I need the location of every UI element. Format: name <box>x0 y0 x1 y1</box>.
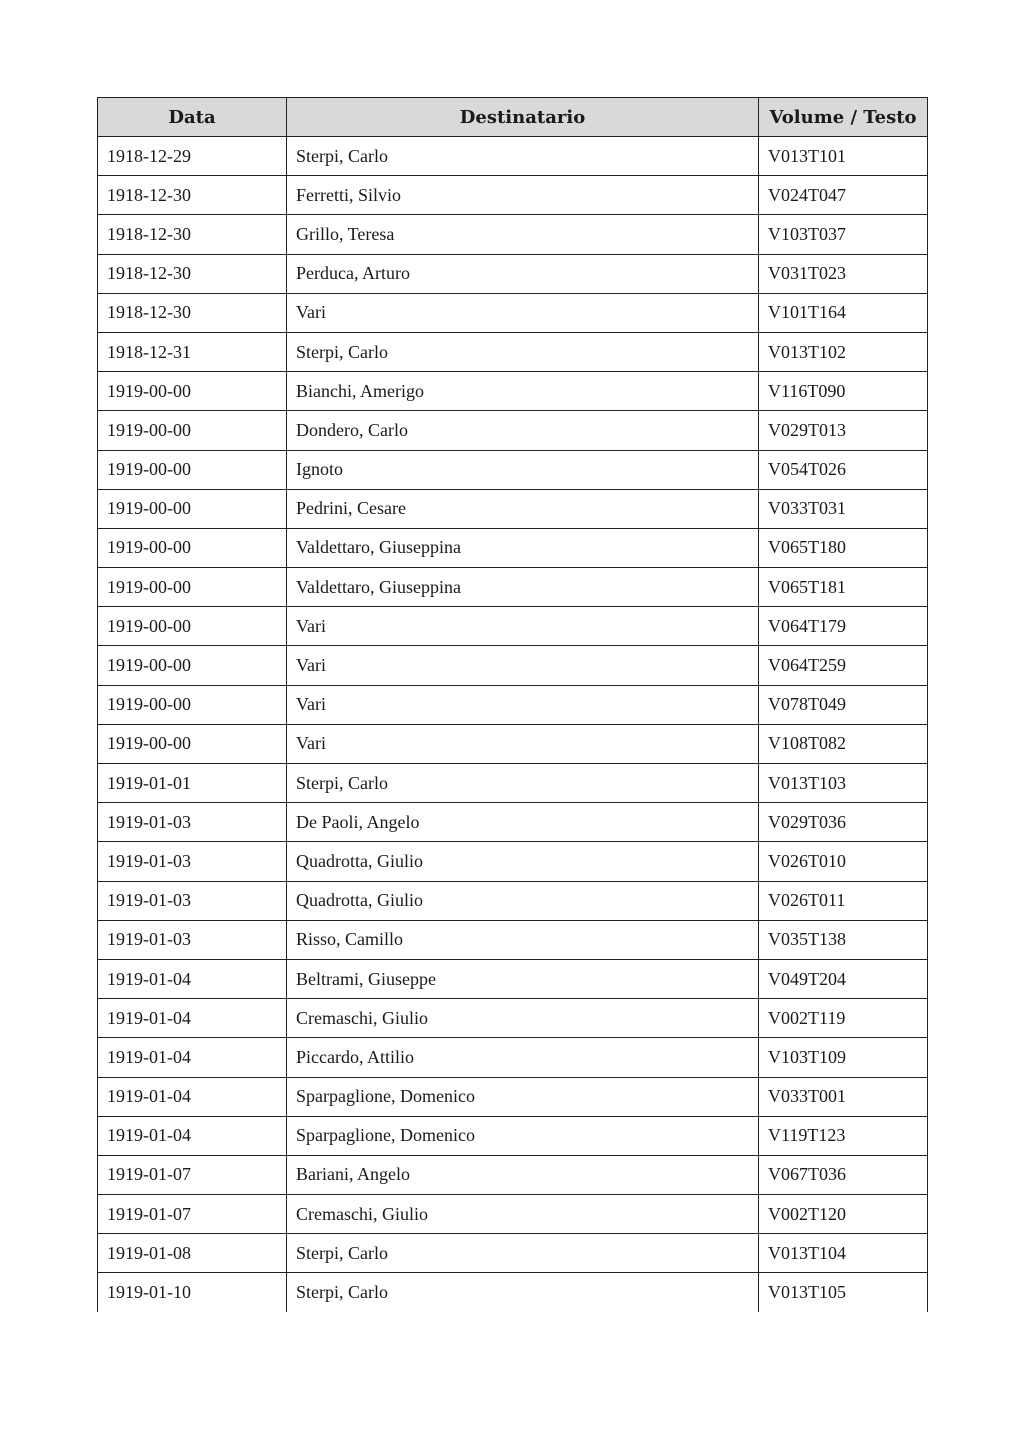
cell-recipient: Sterpi, Carlo <box>287 137 759 176</box>
cell-recipient: Sterpi, Carlo <box>287 1234 759 1273</box>
table-row <box>98 920 928 959</box>
cell-volume: V116T090 <box>759 372 928 411</box>
table-row <box>98 1077 928 1116</box>
cell-recipient: Ignoto <box>287 450 759 489</box>
cell-volume: V103T109 <box>759 1038 928 1077</box>
cell-recipient: Risso, Camillo <box>287 920 759 959</box>
header-date: Data <box>98 98 287 137</box>
cell-date: 1918-12-30 <box>98 215 287 254</box>
cell-recipient: Vari <box>287 646 759 685</box>
table-row <box>98 1116 928 1155</box>
cell-recipient: Vari <box>287 724 759 763</box>
table-row <box>98 1195 928 1234</box>
cell-volume: V065T181 <box>759 568 928 607</box>
cell-date: 1918-12-29 <box>98 137 287 176</box>
table-row <box>98 1273 928 1312</box>
cell-recipient: Valdettaro, Giuseppina <box>287 568 759 607</box>
table-row <box>98 685 928 724</box>
table-row <box>98 332 928 371</box>
cell-recipient: Vari <box>287 607 759 646</box>
cell-recipient: Perduca, Arturo <box>287 254 759 293</box>
cell-date: 1919-01-04 <box>98 999 287 1038</box>
cell-volume: V065T180 <box>759 528 928 567</box>
cell-date: 1918-12-30 <box>98 293 287 332</box>
cell-volume: V026T010 <box>759 842 928 881</box>
cell-recipient: Valdettaro, Giuseppina <box>287 528 759 567</box>
cell-date: 1919-00-00 <box>98 411 287 450</box>
cell-volume: V029T013 <box>759 411 928 450</box>
table-row <box>98 1234 928 1273</box>
cell-recipient: Sparpaglione, Domenico <box>287 1077 759 1116</box>
cell-volume: V101T164 <box>759 293 928 332</box>
table-row <box>98 607 928 646</box>
cell-volume: V013T104 <box>759 1234 928 1273</box>
cell-date: 1919-01-08 <box>98 1234 287 1273</box>
cell-date: 1919-01-07 <box>98 1155 287 1194</box>
cell-date: 1919-00-00 <box>98 607 287 646</box>
cell-volume: V033T001 <box>759 1077 928 1116</box>
table-row <box>98 1038 928 1077</box>
cell-recipient: Grillo, Teresa <box>287 215 759 254</box>
cell-volume: V029T036 <box>759 803 928 842</box>
cell-volume: V054T026 <box>759 450 928 489</box>
header-row <box>98 98 928 137</box>
table-row <box>98 646 928 685</box>
cell-volume: V049T204 <box>759 959 928 998</box>
table-row <box>98 293 928 332</box>
cell-volume: V013T103 <box>759 764 928 803</box>
cell-volume: V064T259 <box>759 646 928 685</box>
cell-volume: V026T011 <box>759 881 928 920</box>
cell-volume: V013T105 <box>759 1273 928 1312</box>
cell-recipient: Quadrotta, Giulio <box>287 842 759 881</box>
cell-recipient: Quadrotta, Giulio <box>287 881 759 920</box>
table-row <box>98 842 928 881</box>
cell-recipient: Piccardo, Attilio <box>287 1038 759 1077</box>
cell-date: 1919-01-03 <box>98 920 287 959</box>
cell-recipient: Dondero, Carlo <box>287 411 759 450</box>
cell-recipient: Cremaschi, Giulio <box>287 1195 759 1234</box>
cell-date: 1919-01-01 <box>98 764 287 803</box>
table-row <box>98 411 928 450</box>
cell-volume: V108T082 <box>759 724 928 763</box>
table-row <box>98 215 928 254</box>
table-row <box>98 568 928 607</box>
header-volume: Volume / Testo <box>759 98 928 137</box>
cell-date: 1919-00-00 <box>98 568 287 607</box>
cell-date: 1919-00-00 <box>98 685 287 724</box>
cell-date: 1918-12-30 <box>98 254 287 293</box>
cell-date: 1919-01-03 <box>98 842 287 881</box>
cell-recipient: Sterpi, Carlo <box>287 1273 759 1312</box>
table-row <box>98 372 928 411</box>
cell-volume: V103T037 <box>759 215 928 254</box>
cell-recipient: De Paoli, Angelo <box>287 803 759 842</box>
table-row <box>98 999 928 1038</box>
table-row <box>98 959 928 998</box>
cell-volume: V033T031 <box>759 489 928 528</box>
cell-volume: V002T120 <box>759 1195 928 1234</box>
cell-date: 1919-00-00 <box>98 724 287 763</box>
table-row <box>98 254 928 293</box>
table-row <box>98 489 928 528</box>
cell-recipient: Vari <box>287 293 759 332</box>
cell-date: 1919-00-00 <box>98 489 287 528</box>
cell-volume: V002T119 <box>759 999 928 1038</box>
cell-recipient: Ferretti, Silvio <box>287 176 759 215</box>
cell-recipient: Vari <box>287 685 759 724</box>
cell-date: 1919-01-04 <box>98 1038 287 1077</box>
table-row <box>98 764 928 803</box>
cell-recipient: Bariani, Angelo <box>287 1155 759 1194</box>
table-row <box>98 528 928 567</box>
table-row <box>98 450 928 489</box>
cell-date: 1919-01-03 <box>98 881 287 920</box>
cell-recipient: Sterpi, Carlo <box>287 332 759 371</box>
cell-volume: V013T102 <box>759 332 928 371</box>
cell-volume: V067T036 <box>759 1155 928 1194</box>
table-row <box>98 881 928 920</box>
cell-volume: V035T138 <box>759 920 928 959</box>
cell-date: 1919-01-04 <box>98 959 287 998</box>
cell-volume: V064T179 <box>759 607 928 646</box>
cell-volume: V013T101 <box>759 137 928 176</box>
table-row <box>98 724 928 763</box>
cell-volume: V119T123 <box>759 1116 928 1155</box>
cell-recipient: Sparpaglione, Domenico <box>287 1116 759 1155</box>
table-row <box>98 803 928 842</box>
cell-date: 1919-01-10 <box>98 1273 287 1312</box>
cell-recipient: Sterpi, Carlo <box>287 764 759 803</box>
table-header <box>98 98 928 137</box>
cell-date: 1919-00-00 <box>98 450 287 489</box>
cell-date: 1919-00-00 <box>98 528 287 567</box>
table-row <box>98 176 928 215</box>
cell-date: 1918-12-31 <box>98 332 287 371</box>
cell-date: 1919-01-04 <box>98 1077 287 1116</box>
cell-recipient: Bianchi, Amerigo <box>287 372 759 411</box>
table-row <box>98 137 928 176</box>
cell-date: 1919-00-00 <box>98 372 287 411</box>
cell-date: 1919-01-07 <box>98 1195 287 1234</box>
table-body <box>98 137 928 1313</box>
letters-table <box>97 97 928 1312</box>
cell-date: 1919-00-00 <box>98 646 287 685</box>
cell-volume: V024T047 <box>759 176 928 215</box>
header-recipient: Destinatario <box>287 98 759 137</box>
cell-date: 1919-01-04 <box>98 1116 287 1155</box>
table-row <box>98 1155 928 1194</box>
cell-date: 1919-01-03 <box>98 803 287 842</box>
cell-volume: V078T049 <box>759 685 928 724</box>
cell-recipient: Pedrini, Cesare <box>287 489 759 528</box>
cell-recipient: Cremaschi, Giulio <box>287 999 759 1038</box>
cell-volume: V031T023 <box>759 254 928 293</box>
cell-date: 1918-12-30 <box>98 176 287 215</box>
cell-recipient: Beltrami, Giuseppe <box>287 959 759 998</box>
